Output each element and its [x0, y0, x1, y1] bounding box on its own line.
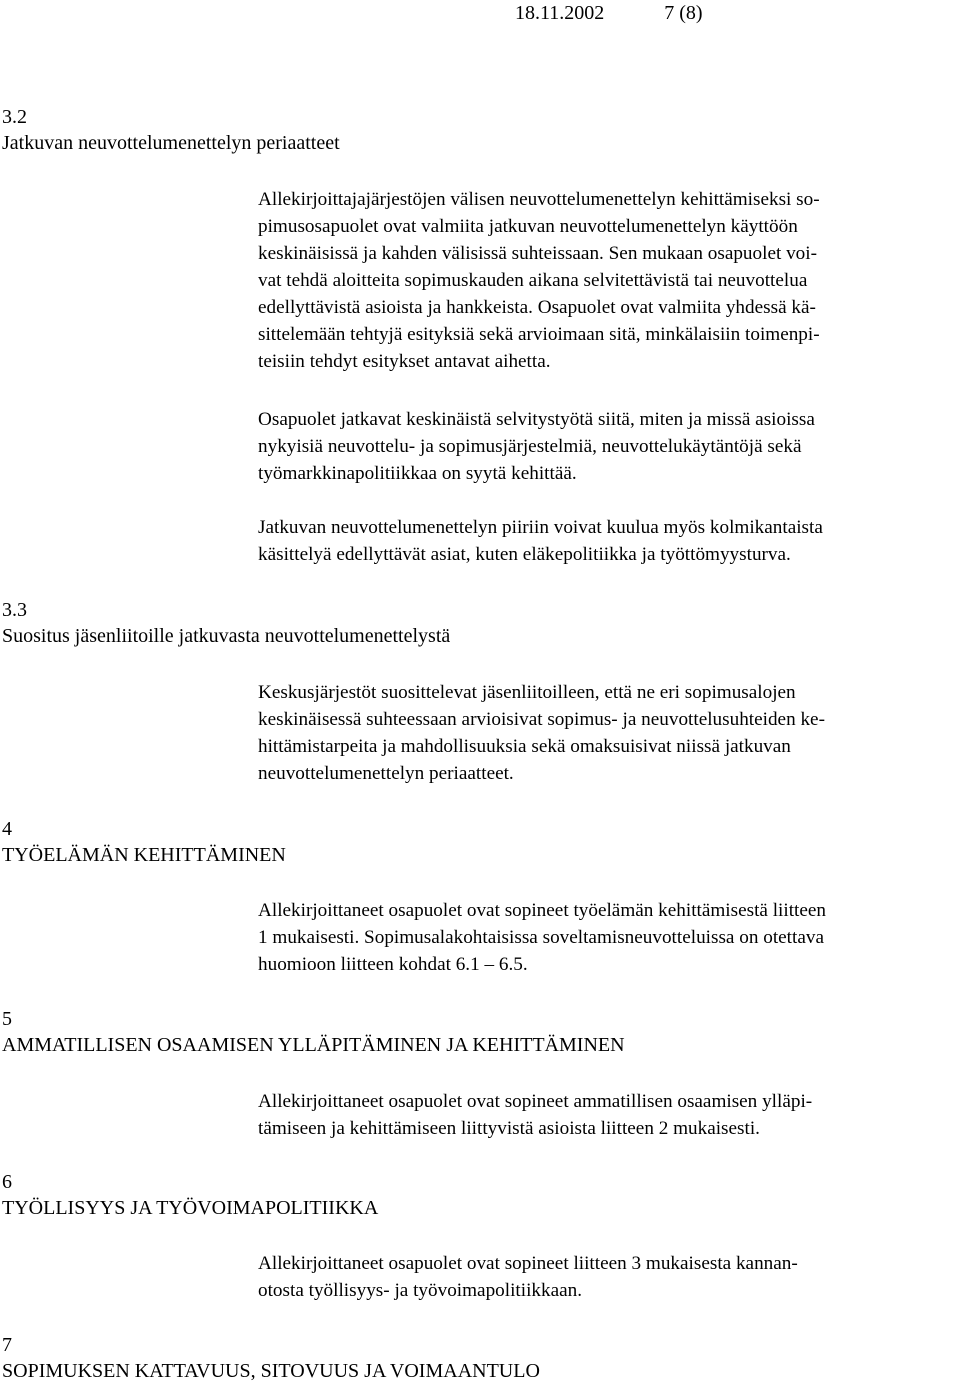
section-number: 3.2: [2, 106, 27, 128]
text-line: hittämistarpeita ja mahdollisuuksia sekä omaksuisivat niissä jatkuvan: [258, 736, 791, 757]
page-number: 7 (8): [664, 2, 703, 24]
text-line: neuvottelumenettelyn periaatteet.: [258, 763, 514, 784]
section-3-2-heading: [2, 104, 340, 156]
section-number: 6: [2, 1171, 12, 1193]
text-line: pimusosapuolet ovat valmiita jatkuvan neuvottelumenettelyn käyttöön: [258, 216, 798, 237]
text-line: teisiin tehdyt esitykset antavat aihetta.: [258, 351, 551, 372]
section-3-2-paragraph-2: [258, 406, 958, 487]
text-line: huomioon liitteen kohdat 6.1 – 6.5.: [258, 954, 528, 975]
text-line: Allekirjoittaneet osapuolet ovat sopineet työelämän kehittämisestä liitteen: [258, 900, 826, 921]
text-line: vat tehdä aloitteita sopimuskauden aikana selvitettävistä tai neuvottelua: [258, 270, 808, 291]
section-4-paragraph-1: [258, 897, 958, 978]
section-4-heading: [2, 816, 286, 868]
section-3-3-heading: [2, 597, 450, 649]
page-header: [515, 2, 703, 25]
text-line: sittelemään tehtyjä esityksiä sekä arvioimaan sitä, minkälaisiin toimenpi-: [258, 324, 820, 345]
text-line: keskinäisessä suhteessaan arvioisivat sopimus- ja neuvottelusuhteiden ke-: [258, 709, 825, 730]
section-number: 4: [2, 818, 12, 840]
text-line: Allekirjoittaneet osapuolet ovat sopineet liitteen 3 mukaisesta kannan-: [258, 1253, 798, 1274]
section-number: 5: [2, 1008, 12, 1030]
section-title: SOPIMUKSEN KATTAVUUS, SITOVUUS JA VOIMAANTULO: [2, 1360, 540, 1382]
text-line: keskinäisissä ja kahden välisissä suhteissaan. Sen mukaan osapuolet voi-: [258, 243, 817, 264]
section-title: Jatkuvan neuvottelumenettelyn periaatteet: [2, 132, 340, 154]
text-line: Allekirjoittajajärjestöjen välisen neuvottelumenettelyn kehittämiseksi so-: [258, 189, 820, 210]
document-date: 18.11.2002: [515, 2, 605, 24]
section-5-paragraph-1: [258, 1088, 958, 1142]
section-3-2-paragraph-1: [258, 186, 958, 375]
text-line: otosta työllisyys- ja työvoimapolitiikkaan.: [258, 1280, 583, 1301]
text-line: Osapuolet jatkavat keskinäistä selvitystyötä siitä, miten ja missä asioissa: [258, 409, 815, 430]
text-line: Keskusjärjestöt suosittelevat jäsenliitoilleen, että ne eri sopimusalojen: [258, 682, 796, 703]
text-line: tämiseen ja kehittämiseen liittyvistä asioista liitteen 2 mukaisesti.: [258, 1118, 760, 1139]
section-title: AMMATILLISEN OSAAMISEN YLLÄPITÄMINEN JA KEHITTÄMINEN: [2, 1034, 625, 1056]
section-title: TYÖELÄMÄN KEHITTÄMINEN: [2, 844, 286, 866]
section-title: TYÖLLISYYS JA TYÖVOIMAPOLITIIKKA: [2, 1197, 379, 1219]
section-title: Suositus jäsenliitoille jatkuvasta neuvottelumenettelystä: [2, 625, 451, 647]
text-line: käsittelyä edellyttävät asiat, kuten eläkepolitiikka ja työttömyysturva.: [258, 544, 791, 565]
section-3-2-paragraph-3: [258, 514, 958, 568]
section-number: 3.3: [2, 599, 27, 621]
section-6-paragraph-1: [258, 1250, 958, 1304]
text-line: Jatkuvan neuvottelumenettelyn piiriin voivat kuulua myös kolmikantaista: [258, 517, 823, 538]
section-7-heading: [2, 1332, 540, 1384]
text-line: nykyisiä neuvottelu- ja sopimusjärjestelmiä, neuvottelukäytäntöjä sekä: [258, 436, 802, 457]
section-6-heading: [2, 1169, 378, 1221]
section-number: 7: [2, 1334, 12, 1356]
text-line: edellyttävistä asioista ja hankkeista. Osapuolet ovat valmiita yhdessä kä-: [258, 297, 816, 318]
text-line: Allekirjoittaneet osapuolet ovat sopineet ammatillisen osaamisen ylläpi-: [258, 1091, 813, 1112]
section-5-heading: [2, 1006, 625, 1058]
section-3-3-paragraph-1: [258, 679, 958, 787]
text-line: 1 mukaisesti. Sopimusalakohtaisissa soveltamisneuvotteluissa on otettava: [258, 927, 824, 948]
text-line: työmarkkinapolitiikkaa on syytä kehittää.: [258, 463, 577, 484]
